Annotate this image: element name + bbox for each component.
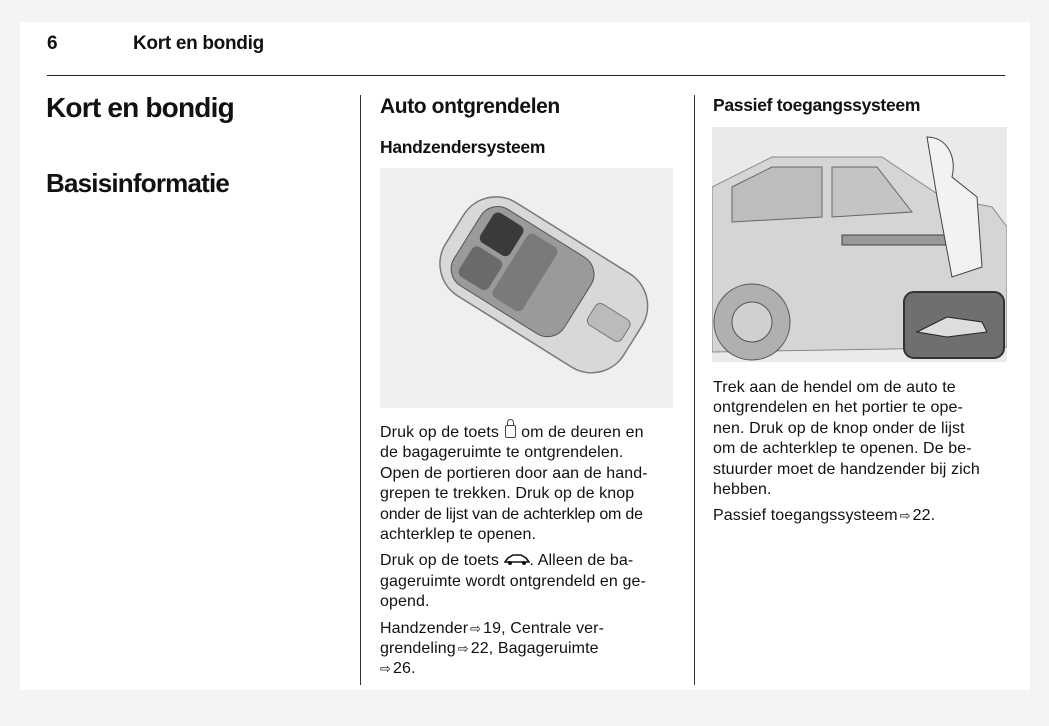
text-line: opend. xyxy=(380,593,430,611)
text[interactable]: 19, Centrale ver- xyxy=(483,619,605,637)
running-header: Kort en bondig xyxy=(133,33,264,54)
car-tailgate-icon xyxy=(504,552,530,569)
text-line: grepen te trekken. Druk op de knop xyxy=(380,485,635,503)
text-line: hebben. xyxy=(713,481,772,499)
text-line: gageruimte wordt ontgrendeld en ge- xyxy=(380,572,646,590)
passive-entry-illustration xyxy=(712,127,1007,362)
paragraph-references xyxy=(380,619,680,680)
paragraph-tailgate xyxy=(380,551,680,612)
page-number: 6 xyxy=(47,33,58,54)
column-divider xyxy=(694,95,695,685)
reference-arrow-icon: ⇨ xyxy=(457,641,469,657)
reference-arrow-icon: ⇨ xyxy=(899,508,911,524)
text[interactable]: 22, Bagageruimte xyxy=(470,640,599,658)
reference-arrow-icon: ⇨ xyxy=(470,620,482,636)
text-line: Open de portieren door aan de hand- xyxy=(380,464,648,482)
header-rule xyxy=(47,75,1005,76)
paragraph-passive-entry xyxy=(713,378,1013,500)
link-text[interactable]: Handzender xyxy=(380,619,469,637)
paragraph-remote-unlock xyxy=(380,423,680,545)
paragraph-reference xyxy=(713,506,1013,526)
text: . Alleen de ba- xyxy=(529,552,634,570)
unlock-icon xyxy=(505,425,516,438)
text[interactable]: 22. xyxy=(912,507,936,525)
text: Druk op de toets xyxy=(380,424,504,441)
text-line: achterklep te openen. xyxy=(380,526,536,544)
text-line: om de achterklep te openen. De be- xyxy=(713,440,972,458)
section-title: Basisinformatie xyxy=(46,168,230,198)
section-title-passive-entry: Passief toegangssysteem xyxy=(713,95,921,115)
key-fob-illustration xyxy=(380,168,673,408)
text[interactable]: grendeling xyxy=(380,640,456,658)
section-title-unlock: Auto ontgrendelen xyxy=(380,95,560,118)
text-line: ontgrendelen en het portier te ope- xyxy=(713,399,963,417)
text-line: Trek aan de hendel om de auto te xyxy=(713,379,956,396)
column-divider xyxy=(360,95,361,685)
text: om de deuren en xyxy=(516,424,644,441)
text: Druk op de toets xyxy=(380,552,504,570)
link-text[interactable]: Passief toegangssysteem xyxy=(713,507,898,525)
text-line: de bagageruimte te ontgrendelen. xyxy=(380,444,624,462)
text-line: stuurder moet de handzender bij zich xyxy=(713,460,980,478)
subsection-title: Handzendersysteem xyxy=(380,137,546,157)
chapter-title: Kort en bondig xyxy=(46,92,234,123)
text-line: nen. Druk op de knop onder de lijst xyxy=(713,419,965,437)
text[interactable]: 26. xyxy=(393,660,416,678)
reference-arrow-icon: ⇨ xyxy=(380,661,391,677)
text-line: onder de lijst van de achterklep om de xyxy=(380,505,643,523)
